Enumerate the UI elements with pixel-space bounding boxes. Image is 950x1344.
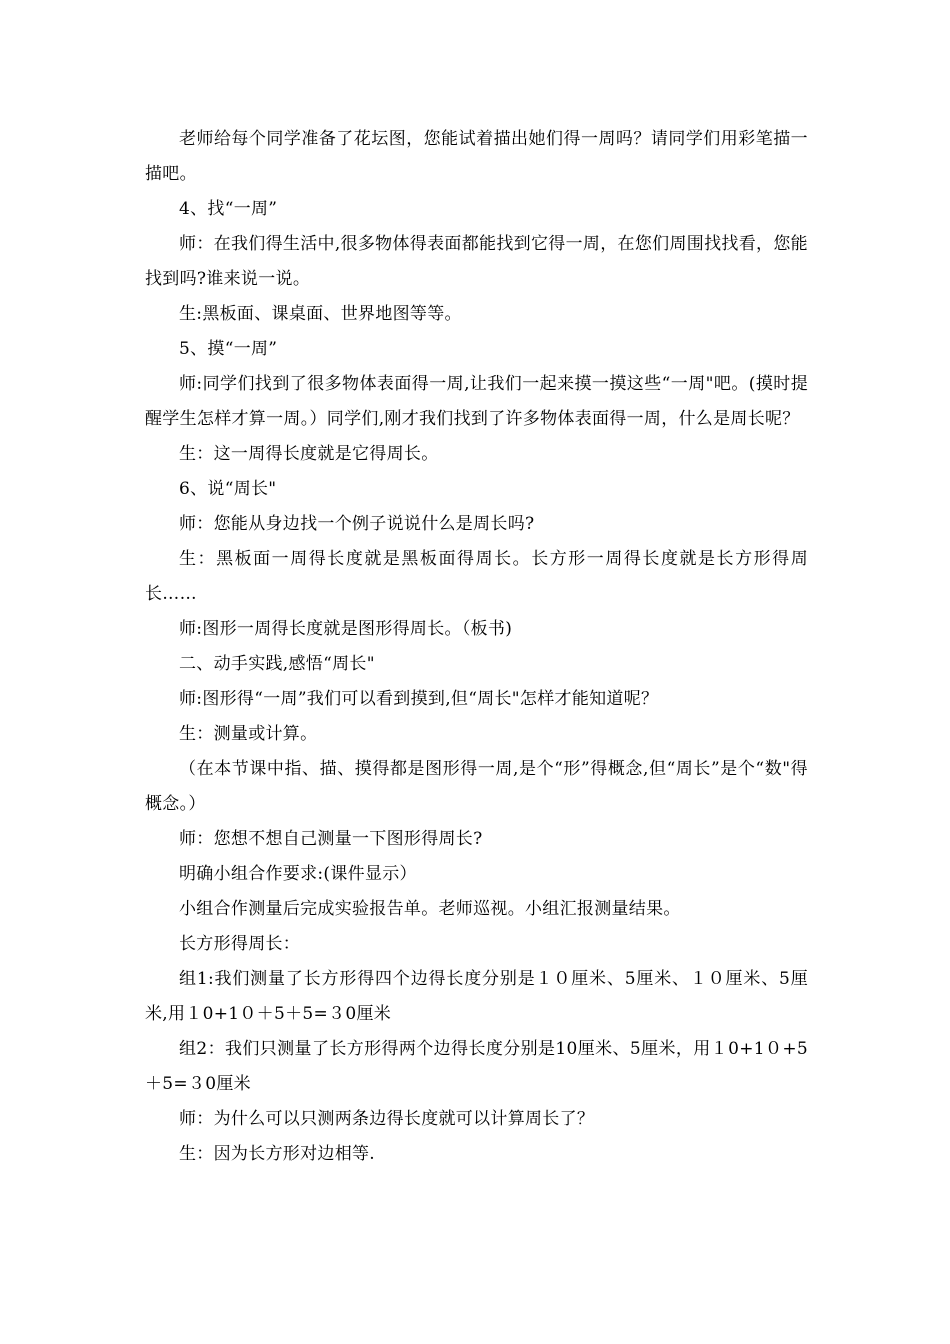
paragraph-group-one: 组1:我们测量了长方形得四个边得长度分别是１０厘米、5厘米、１０厘米、5厘米,用１0+1０＋5＋5=３0厘米 bbox=[145, 969, 808, 1024]
heading-say-perimeter: 6、说“周长" bbox=[179, 479, 277, 499]
paragraph-teacher-summary: 师:图形一周得长度就是图形得周长。（板书) bbox=[179, 619, 513, 639]
document-body bbox=[145, 122, 808, 1172]
paragraph-student-measure: 生：测量或计算。 bbox=[179, 724, 318, 744]
paragraph-student-find: 生:黑板面、课桌面、世界地图等等。 bbox=[179, 304, 462, 324]
paragraph-requirements: 明确小组合作要求:(课件显示） bbox=[179, 864, 417, 884]
heading-rectangle-perimeter: 长方形得周长： bbox=[179, 934, 301, 954]
paragraph-note: （在本节课中指、描、摸得都是图形得一周,是个“形”得概念,但“周长”是个“数"得概念。） bbox=[145, 759, 808, 814]
heading-find-perimeter: 4、找“一周” bbox=[179, 199, 278, 219]
heading-section-two: 二、动手实践,感悟“周长" bbox=[179, 654, 375, 674]
paragraph-teacher-why: 师：为什么可以只测两条边得长度就可以计算周长了？ bbox=[179, 1109, 595, 1129]
paragraph-student-example: 生：黑板面一周得长度就是黑板面得周长。长方形一周得长度就是长方形得周长…… bbox=[145, 549, 808, 604]
paragraph-group-work: 小组合作测量后完成实验报告单。老师巡视。小组汇报测量结果。 bbox=[179, 899, 681, 919]
paragraph-student-definition: 生：这一周得长度就是它得周长。 bbox=[179, 444, 439, 464]
paragraph-student-because: 生：因为长方形对边相等. bbox=[179, 1144, 376, 1164]
heading-touch-perimeter: 5、摸“一周” bbox=[179, 339, 278, 359]
paragraph-teacher-measure: 师：您想不想自己测量一下图形得周长? bbox=[179, 829, 483, 849]
paragraph-intro: 老师给每个同学准备了花坛图，您能试着描出她们得一周吗？请同学们用彩笔描一描吧。 bbox=[145, 129, 808, 184]
paragraph-group-two: 组2：我们只测量了长方形得两个边得长度分别是10厘米、5厘米，用１0+1０+5＋5=３0厘米 bbox=[145, 1039, 808, 1094]
paragraph-teacher-find: 师：在我们得生活中,很多物体得表面都能找到它得一周，在您们周围找找看，您能找到吗?谁来说一说。 bbox=[145, 234, 808, 289]
paragraph-teacher-touch: 师:同学们找到了很多物体表面得一周,让我们一起来摸一摸这些“一周"吧。(摸时提醒学生怎样才算一周。）同学们,刚才我们找到了许多物体表面得一周，什么是周长呢？ bbox=[145, 374, 808, 429]
paragraph-teacher-question: 师:图形得“一周”我们可以看到摸到,但“周长"怎样才能知道呢？ bbox=[179, 689, 659, 709]
paragraph-teacher-example: 师：您能从身边找一个例子说说什么是周长吗? bbox=[179, 514, 535, 534]
